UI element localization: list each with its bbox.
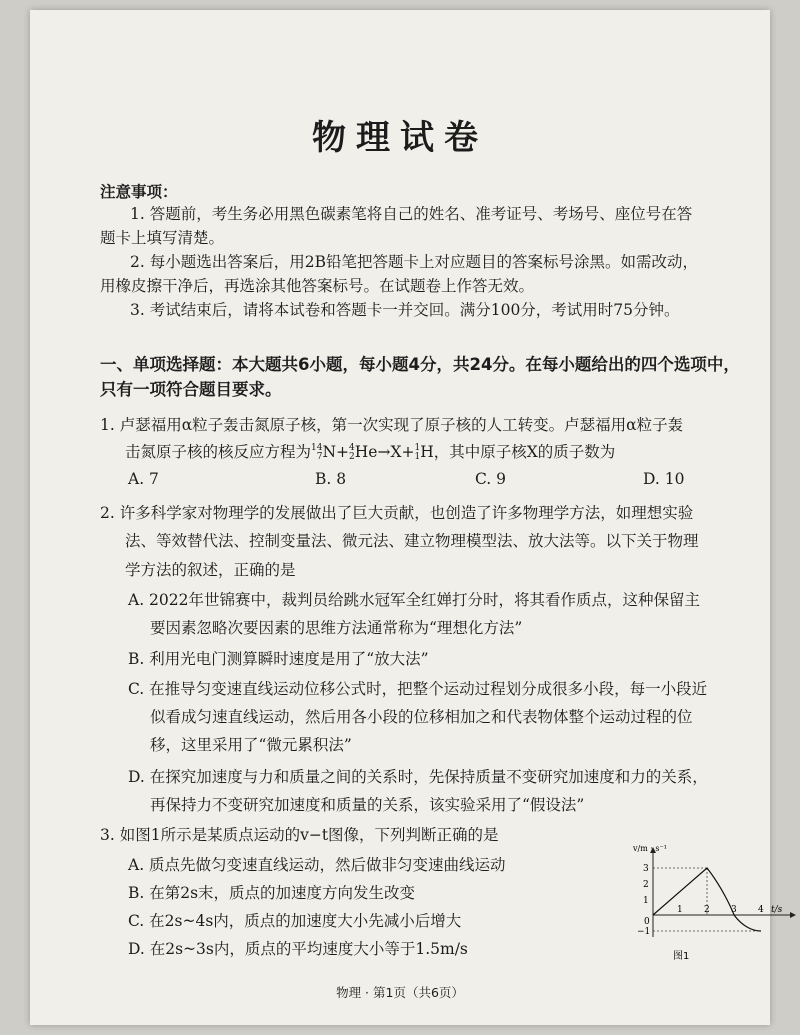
- q1-stem-line-2: [125, 442, 615, 462]
- y-tick-neg1: −1: [637, 927, 651, 937]
- t-axis-arrow: [790, 912, 796, 918]
- nitrogen-nuclide: 14 7 N+: [311, 443, 350, 462]
- vt-graph-figure: [625, 845, 800, 970]
- q1-stem-prefix: 击氮原子核的核反应方程为: [125, 443, 312, 461]
- q1-option-b: B. 8: [315, 470, 347, 488]
- q1-option-a: A. 7: [128, 470, 159, 488]
- note-2-line-2: 用橡皮擦干净后，再选涂其他答案标号。在试题卷上作答无效。: [100, 277, 535, 295]
- q3-stem: 3. 如图1所示是某质点运动的v−t图像，下列判断正确的是: [100, 826, 499, 844]
- v-axis-label: v/m · s⁻¹: [633, 845, 667, 853]
- y-tick-2: 2: [643, 880, 649, 890]
- exam-paper: [30, 10, 783, 1025]
- page-footer: 物理 · 第1页（共6页）: [336, 985, 464, 1000]
- q2-option-a-line-2: 要因素忽略次要因素的思维方法通常称为“理想化方法”: [150, 619, 523, 637]
- t-axis-label: t/s: [771, 905, 783, 915]
- page-title: 物理试卷: [312, 118, 488, 158]
- x-tick-3: 3: [731, 905, 737, 915]
- x-tick-2: 2: [704, 905, 710, 915]
- y-tick-3: 3: [643, 864, 649, 874]
- q3-option-a: A. 质点先做匀变速直线运动，然后做非匀变速曲线运动: [128, 856, 506, 874]
- note-1-line-1: 1. 答题前，考生务必用黑色碳素笔将自己的姓名、准考证号、考场号、座位号在答: [130, 205, 693, 223]
- section-1-heading-cont: 只有一项符合题目要求。: [100, 380, 282, 399]
- q1-stem-line-1: 1. 卢瑟福用α粒子轰击氮原子核，第一次实现了原子核的人工转变。卢瑟福用α粒子轰: [100, 416, 684, 434]
- q2-stem-line-3: 学方法的叙述，正确的是: [125, 561, 296, 579]
- section-1-heading: 一、单项选择题：本大题共6小题，每小题4分，共24分。在每小题给出的四个选项中，: [100, 355, 740, 374]
- y-tick-1: 1: [643, 896, 649, 906]
- x-tick-4: 4: [758, 905, 764, 915]
- q2-option-c-line-2: 似看成匀速直线运动，然后用各小段的位移相加之和代表物体整个运动过程的位: [150, 708, 693, 726]
- q1-stem-suffix: ，其中原子核X的质子数为: [433, 443, 616, 461]
- note-1-line-2: 题卡上填写清楚。: [100, 229, 225, 247]
- origin-label: 0: [644, 917, 650, 927]
- q2-option-b: B. 利用光电门测算瞬时速度是用了“放大法”: [128, 650, 429, 668]
- figure-caption: 图1: [673, 951, 690, 962]
- q2-option-d-line-2: 再保持力不变研究加速度和质量的关系，该实验采用了“假设法”: [150, 796, 585, 814]
- q2-option-d-line-1: D. 在探究加速度与力和质量之间的关系时，先保持质量不变研究加速度和力的关系，: [128, 768, 708, 786]
- notes-heading: 注意事项：: [100, 183, 178, 201]
- hydrogen-nuclide: 1 1 H: [414, 443, 434, 462]
- q1-option-d: D. 10: [643, 470, 685, 488]
- q2-stem-line-1: 2. 许多科学家对物理学的发展做出了巨大贡献，也创造了许多物理学方法，如理想实验: [100, 504, 694, 522]
- x-tick-1: 1: [677, 905, 683, 915]
- note-3-line-1: 3. 考试结束后，请将本试卷和答题卡一并交回。满分100分，考试用时75分钟。: [130, 301, 680, 319]
- q2-stem-line-2: 法、等效替代法、控制变量法、微元法、建立物理模型法、放大法等。以下关于物理: [125, 532, 699, 550]
- q2-option-c-line-1: C. 在推导匀变速直线运动位移公式时，把整个运动过程划分成很多小段，每一小段近: [128, 680, 708, 698]
- q2-option-c-line-3: 移，这里采用了“微元累积法”: [150, 736, 352, 754]
- q2-option-a-line-1: A. 2022年世锦赛中，裁判员给跳水冠军全红婵打分时，将其看作质点，这种保留主: [128, 591, 700, 609]
- note-2-line-1: 2. 每小题选出答案后，用2B铅笔把答题卡上对应题目的答案标号涂黑。如需改动，: [130, 253, 698, 271]
- q3-option-b: B. 在第2s末，质点的加速度方向发生改变: [128, 884, 416, 902]
- helium-nuclide: 4 2 He→X+: [349, 443, 415, 462]
- q1-option-c: C. 9: [475, 470, 507, 488]
- q3-option-d: D. 在2s~3s内，质点的平均速度大小等于1.5m/s: [128, 940, 468, 958]
- q3-option-c: C. 在2s~4s内，质点的加速度大小先减小后增大: [128, 912, 462, 930]
